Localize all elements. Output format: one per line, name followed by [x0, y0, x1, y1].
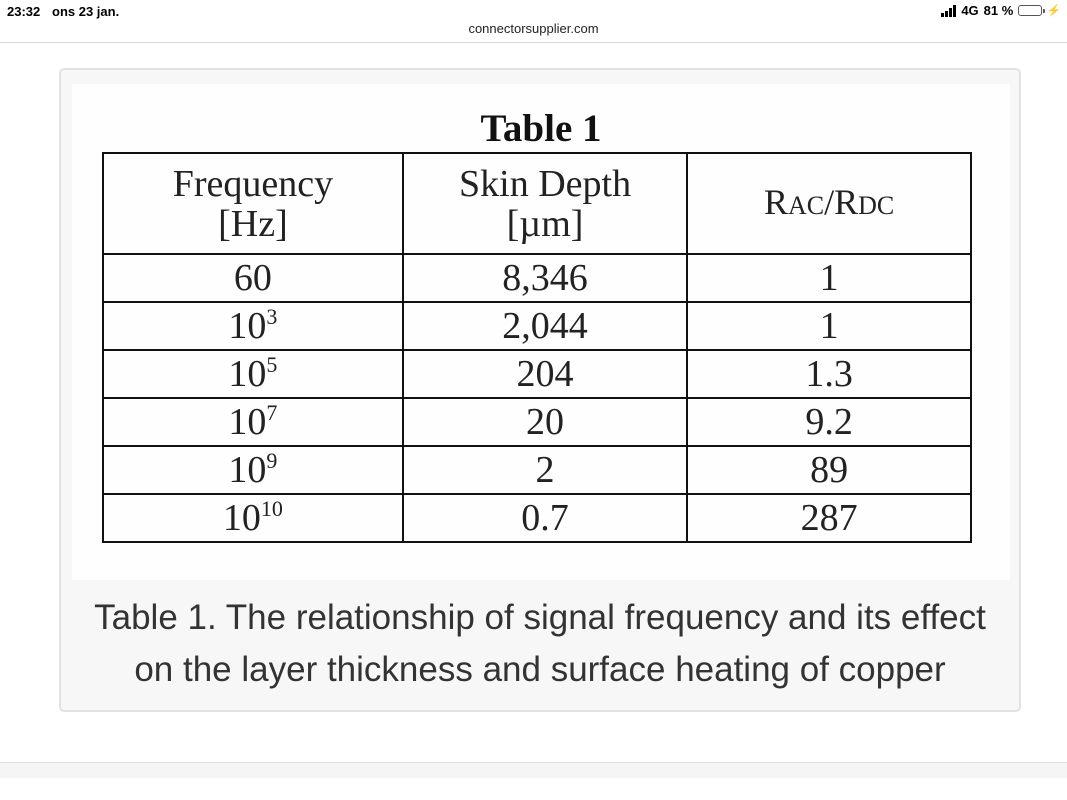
freq-base: 60 — [233, 257, 272, 299]
header-skin-depth-label: Skin Depth — [459, 162, 632, 205]
header-frequency-unit: [Hz] — [218, 202, 288, 245]
table-row — [103, 446, 971, 494]
table-title: Table 1 — [480, 107, 602, 150]
figure-caption — [61, 592, 1019, 696]
cell-frequency — [103, 398, 403, 446]
url-bar[interactable] — [0, 22, 1067, 43]
cell-skin-depth: 2 — [403, 446, 687, 494]
table-row — [103, 350, 971, 398]
network-type: 4G — [961, 3, 979, 18]
status-date: ons 23 jan. — [52, 4, 120, 19]
freq-exp: 9 — [266, 448, 278, 473]
header-ratio-dc: DC — [858, 190, 895, 220]
cell-skin-depth: 20 — [403, 398, 687, 446]
figure-card — [59, 68, 1021, 712]
header-ratio-ac: AC — [788, 190, 825, 220]
url-text[interactable]: connectorsupplier.com — [468, 21, 599, 36]
table-row — [103, 254, 971, 302]
cell-frequency — [103, 446, 403, 494]
cell-skin-depth: 204 — [403, 350, 687, 398]
table-row — [103, 302, 971, 350]
table-row — [103, 494, 971, 542]
cell-ratio: 89 — [687, 446, 971, 494]
table-row — [103, 398, 971, 446]
header-ratio-r1: R — [763, 181, 788, 222]
battery-icon — [1018, 5, 1042, 16]
freq-exp: 10 — [260, 496, 283, 521]
cell-ratio: 287 — [687, 494, 971, 542]
page-divider — [0, 762, 1067, 778]
cell-ratio: 1.3 — [687, 350, 971, 398]
cell-frequency — [103, 254, 403, 302]
status-indicators — [941, 3, 1061, 18]
cellular-signal-icon — [941, 5, 956, 17]
header-frequency-label: Frequency — [172, 162, 334, 205]
cell-ratio: 1 — [687, 302, 971, 350]
cell-skin-depth: 8,346 — [403, 254, 687, 302]
caption-line-2: on the layer thickness and surface heating of copper — [134, 650, 946, 689]
header-ratio — [687, 153, 971, 254]
data-table — [102, 152, 972, 543]
status-time: 23:32 — [7, 4, 41, 19]
cell-skin-depth: 2,044 — [403, 302, 687, 350]
freq-base: 10 — [228, 353, 267, 395]
cell-skin-depth: 0.7 — [403, 494, 687, 542]
battery-percent: 81 % — [983, 3, 1014, 18]
cell-ratio: 1 — [687, 254, 971, 302]
charging-bolt-icon: ⚡ — [1047, 5, 1061, 17]
cell-frequency — [103, 302, 403, 350]
header-frequency — [103, 153, 403, 254]
freq-base: 10 — [222, 497, 261, 539]
cell-ratio: 9.2 — [687, 398, 971, 446]
freq-base: 10 — [228, 449, 267, 491]
header-skin-depth-unit: [µm] — [506, 202, 584, 245]
freq-exp: 5 — [266, 352, 278, 377]
cell-frequency — [103, 494, 403, 542]
caption-line-1: Table 1. The relationship of signal frequency and its effect — [94, 598, 986, 637]
table-header-row — [103, 153, 971, 254]
header-skin-depth — [403, 153, 687, 254]
freq-base: 10 — [228, 305, 267, 347]
freq-base: 10 — [228, 401, 267, 443]
cell-frequency — [103, 350, 403, 398]
status-bar — [0, 0, 1067, 22]
freq-exp: 3 — [266, 304, 278, 329]
freq-exp: 7 — [266, 400, 278, 425]
header-ratio-sep: /R — [824, 181, 859, 222]
table-image — [72, 84, 1010, 580]
